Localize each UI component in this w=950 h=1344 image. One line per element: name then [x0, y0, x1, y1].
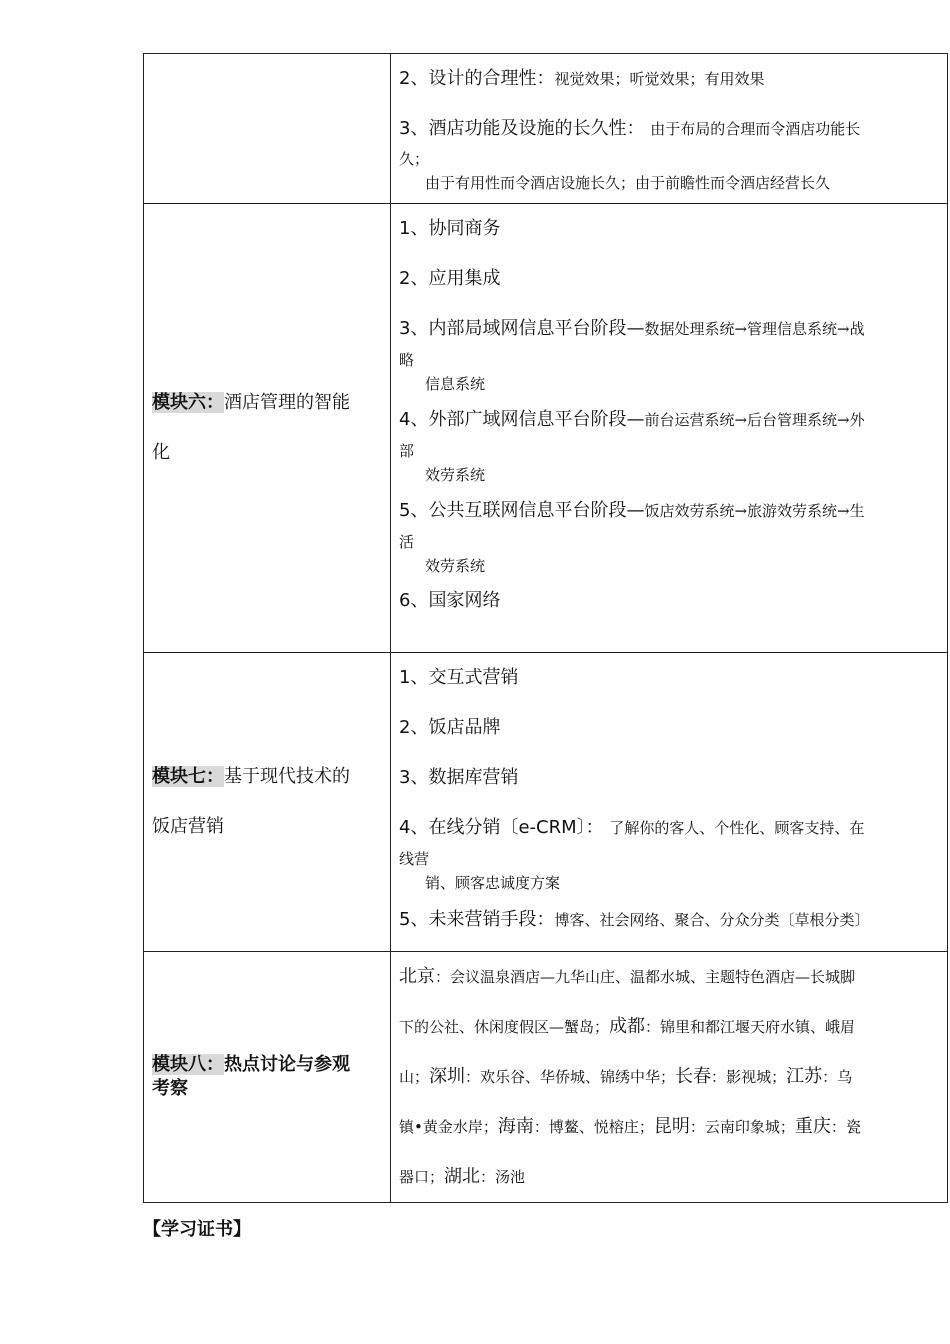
list-item-continued: 线营: [399, 850, 430, 868]
list-item: 5、公共互联网信息平台阶段—饭店效劳系统→旅游效劳系统→生: [399, 500, 865, 521]
city-label: 海南: [497, 1116, 534, 1137]
hot-destinations: 北京：会议温泉酒店—九华山庄、温都水城、主题特色酒店—长城脚 下的公社、休闲度假区—蟹岛；成都：锦里和都江堰天府水镇、峨眉 山；深圳：欢乐谷、华侨城、锦绣中华；长春：影视城；江苏：乌 镇•黄金水岸；海南：博鳌、悦榕庄；昆明：云南印象城；重庆：瓷 器口；湖北：汤池: [399, 966, 861, 1187]
list-item: 4、外部广域网信息平台阶段—前台运营系统→后台管理系统→外: [399, 409, 865, 430]
list-item: 5、未来营销手段：博客、社会网络、聚合、分众分类〔草根分类〕: [399, 909, 870, 930]
certificate-heading: 【学习证书】: [143, 1219, 251, 1240]
content-cell: [391, 653, 948, 952]
module-cell: [144, 204, 391, 653]
module-cell: [144, 54, 391, 204]
content-cell: [391, 204, 948, 653]
module-cell: [144, 952, 391, 1203]
list-item: 3、内部局域网信息平台阶段—数据处理系统→管理信息系统→战: [399, 318, 865, 339]
content-cell: [391, 952, 948, 1203]
table-row: [144, 952, 948, 1203]
list-item: 2、设计的合理性：视觉效果；听觉效果；有用效果: [399, 68, 765, 89]
list-item-continued: 信息系统: [425, 375, 486, 393]
list-item-continued: 略: [399, 351, 415, 369]
list-item: 3、数据库营销: [399, 767, 519, 788]
city-label: 深圳: [429, 1066, 466, 1087]
list-item-continued: 久；: [399, 150, 430, 168]
city-label: 重庆: [794, 1116, 831, 1137]
list-item-continued: 部: [399, 442, 415, 460]
list-item-continued: 效劳系统: [425, 557, 486, 575]
module-title: 模块六：酒店管理的智能 化: [152, 392, 350, 463]
list-item: 2、应用集成: [399, 268, 501, 289]
table-row: [144, 653, 948, 952]
module-title: 模块七：基于现代技术的 饭店营销: [152, 766, 350, 837]
course-table: [143, 53, 948, 1203]
city-label: 湖北: [444, 1166, 481, 1187]
list-item: 2、饭店品牌: [399, 717, 501, 738]
list-item-continued: 销、顾客忠诚度方案: [425, 874, 561, 892]
list-item: 6、国家网络: [399, 590, 501, 611]
list-item: 3、酒店功能及设施的长久性： 由于布局的合理而令酒店功能长: [399, 118, 861, 139]
list-item-continued: 由于有用性而令酒店设施长久；由于前瞻性而令酒店经营长久: [425, 174, 831, 192]
city-label: 江苏: [786, 1066, 823, 1087]
city-label: 昆明: [653, 1116, 690, 1137]
list-item-continued: 效劳系统: [425, 466, 486, 484]
table-row: [144, 204, 948, 653]
city-label: 长春: [675, 1066, 712, 1087]
list-item-continued: 活: [399, 533, 415, 551]
table-row: [144, 54, 948, 204]
list-item: 1、交互式营销: [399, 667, 519, 688]
city-label: 成都: [609, 1016, 646, 1037]
module-cell: [144, 653, 391, 952]
list-item: 4、在线分销〔e-CRM〕： 了解你的客人、个性化、顾客支持、在: [399, 817, 865, 838]
module-title: 模块八：热点讨论与参观 考察: [152, 1054, 350, 1099]
content-cell: [391, 54, 948, 204]
list-item: 1、协同商务: [399, 218, 501, 239]
city-label: 北京: [399, 966, 435, 987]
